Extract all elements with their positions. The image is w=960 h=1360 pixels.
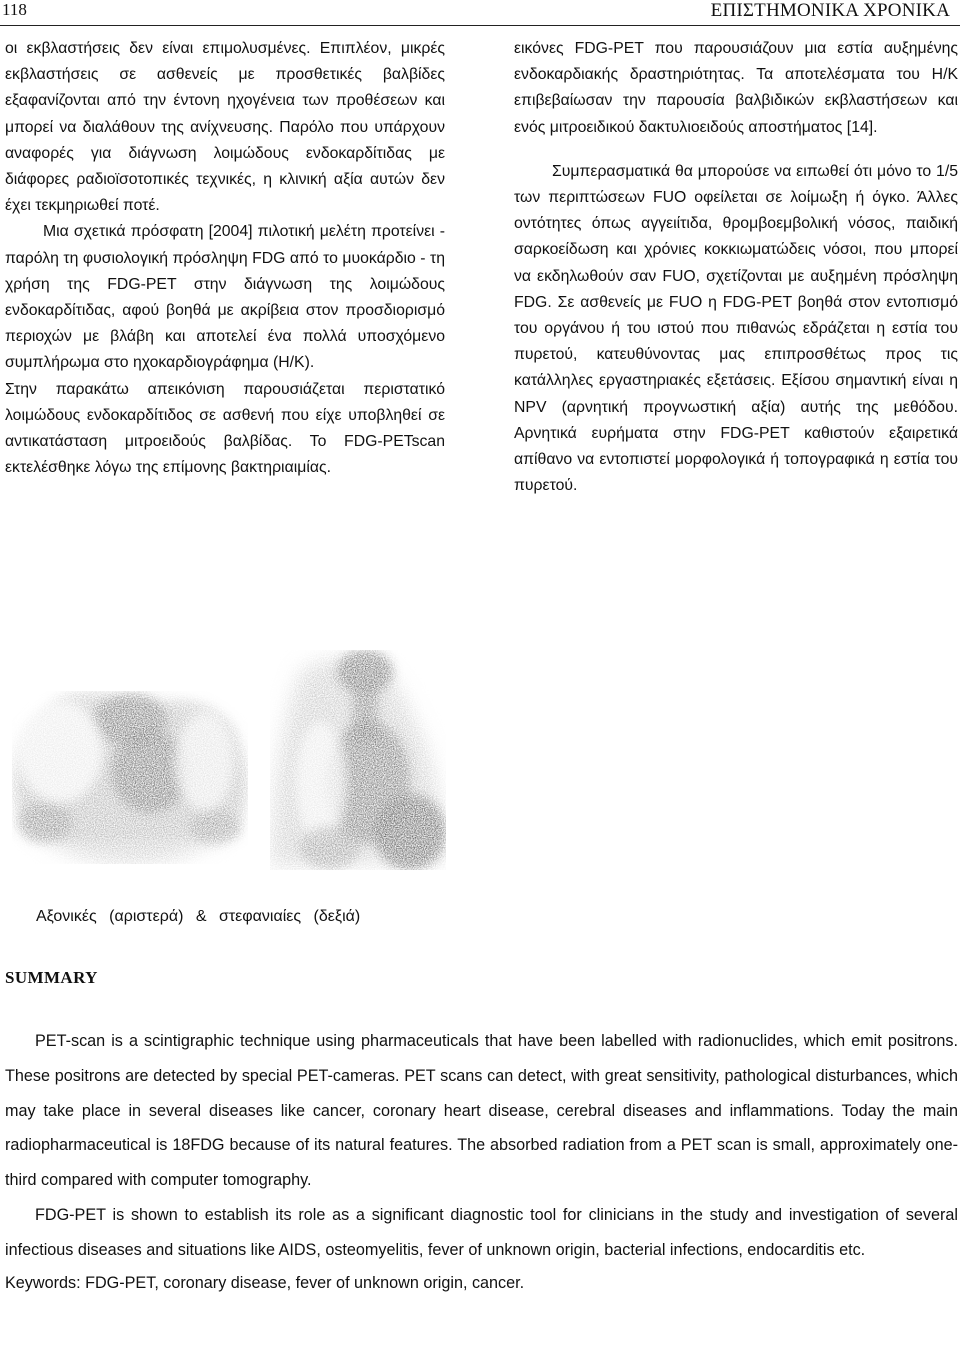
figure-caption: Αξονικές (αριστερά) & στεφανιαίες (δεξιά): [36, 908, 361, 925]
keywords-line: Keywords: FDG-PET, coronary disease, fever of unknown origin, cancer.: [5, 1273, 525, 1292]
summary-paragraph-1: PET-scan is a scintigraphic technique using pharmaceuticals that have been labelled with radionuclides, which emit positrons. These positrons are detected by special PET-cameras. PET scans can detect, with great sensitivity, pathological disturbances, which may take place in several diseases like cancer, coronary heart disease, cerebral diseases and inflammations. Today the main radiopharmaceutical is 18FDG because of its natural features. The absorbed radiation from a PET scan is small, approximately one-third compared with computer tomography.: [5, 1032, 958, 1190]
header-rule: [0, 25, 960, 26]
left-paragraph-2: Μια σχετικά πρόσφατη [2004] πιλοτική μελέτη προτείνει - παρόλη τη φυσιολογική πρόσληψη FDG από το μυοκάρδιο - τη χρήση της FDG-PET στην διάγνωση της λοιμώδους ενδοκαρδίτιδας, αφού βοηθά με ακρίβεια στον προσδιορισμό περιοχών με βλάβη και αποτελεί ένα πολλά υποσχόμενο συμπλήρωμα στο ηχοκαρδιογράφημα (Η/Κ).: [5, 223, 445, 372]
left-column: [5, 36, 445, 481]
right-column: [514, 36, 958, 499]
page-number: 118: [2, 0, 27, 19]
right-paragraph-1: εικόνες FDG-PET που παρουσιάζουν μια εστία αυξημένης ενδοκαρδιακής δραστηριότητας. Τα αποτελέσματα του Η/Κ επιβεβαίωσαν την παρουσία βαλβιδικών εκβλαστήσεων και ενός μιτροειδικού δακτυλιοειδούς αποστήματος [14].: [514, 40, 958, 136]
summary-paragraph-2: FDG-PET is shown to establish its role as a significant diagnostic tool for clinicians in the study and investigation of several infectious diseases and situations like AIDS, osteomyelitis, fever of unknown origin, bacterial infections, endocarditis etc.: [5, 1205, 958, 1259]
right-paragraph-2: Συμπερασματικά θα μπορούσε να ειπωθεί ότι μόνο το 1/5 των περιπτώσεων FUO οφείλεται σε λοίμωξη ή όγκο. Άλλες οντότητες όπως αγγειίτιδα, θρομβοεμβολική νόσος, παιδική σαρκοείδωση και χρόνιες κοκκιωματώδεις νόσοι, που μπορεί να εκδηλωθούν σαν FUO, σχετίζονται με αυξημένη πρόσληψη FDG. Σε ασθενείς με FUO η FDG-PET βοηθά στον εντοπισμό του οργάνου ή του ιστού που πιθανώς εδράζεται η εστία του πυρετού, κατευθύνοντας μας επιπροσθέτως προς τις κατάλληλες εργαστηριακές εξετάσεις. Εξίσου σημαντική είναι η NPV (αρνητική προγνωστική αξία) αυτής της μεθόδου. Αρνητικά ευρήματα στην FDG-PET καθιστούν εξαιρετικά απίθανο να εντοπιστεί μορφολογικά ή τοπογραφικά η εστία του πυρετού.: [514, 162, 958, 495]
pet-scan-images: [0, 632, 456, 880]
coronal-scan-image: [270, 650, 446, 870]
left-paragraph-1: οι εκβλαστήσεις δεν είναι επιμολυσμένες. Επιπλέον, μικρές εκβλαστήσεις σε ασθενείς με προσθετικές βαλβίδες εξαφανίζονται από την έντονη ηχογένεια των προθέσεων και μπορεί να διαλάθουν της ανίχνευσης. Παρόλο που υπάρχουν αναφορές για διάγνωση λοιμώδους ενδοκαρδίτιδας με διάφορες ραδιοϊσοτοπικές τεχνικές, η κλινική αξία αυτών δεν έχει τεκμηριωθεί ποτέ.: [5, 40, 445, 215]
left-paragraph-3: Στην παρακάτω απεικόνιση παρουσιάζεται περιστατικό λοιμώδους ενδοκαρδίτιδος σε ασθενή που είχε υποβληθεί σε αντικατάσταση μιτροειδούς βαλβίδας. Το FDG-PETscan εκτελέσθηκε λόγω της επίμονης βακτηριαιμίας.: [5, 380, 445, 477]
summary-body: [5, 1024, 958, 1298]
summary-heading: SUMMARY: [5, 968, 98, 987]
journal-title: ΕΠΙΣΤΗΜΟΝΙΚΑ ΧΡΟΝΙΚΑ: [710, 0, 950, 21]
axial-scan-image: [12, 691, 248, 864]
